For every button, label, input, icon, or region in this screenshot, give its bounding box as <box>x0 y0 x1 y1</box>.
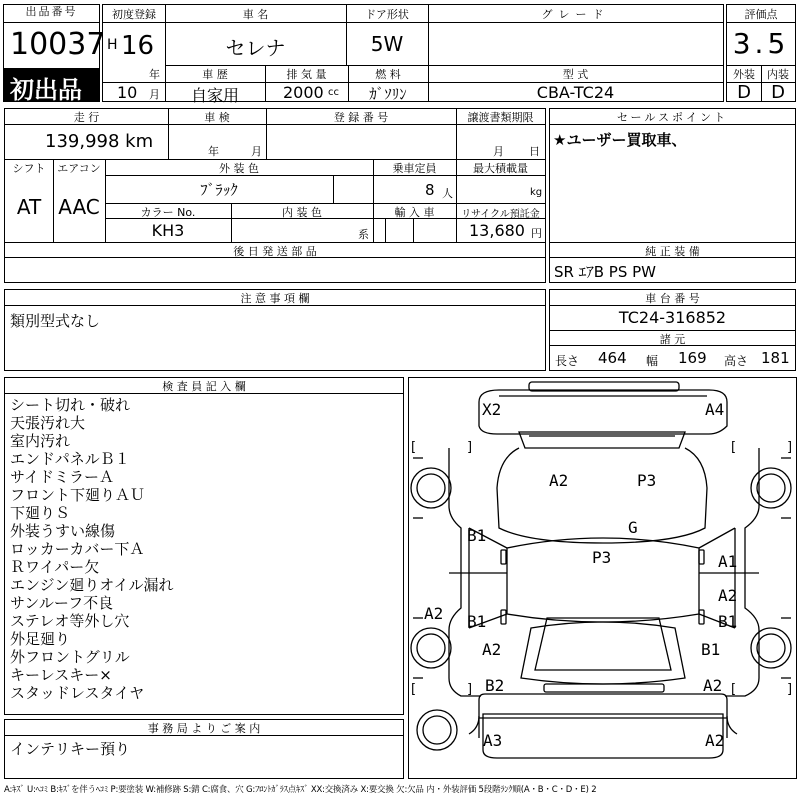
office-text: インテリキー預り <box>10 740 131 758</box>
inspector-line: ステレオ等外し穴 <box>10 612 130 630</box>
car-diagram <box>408 377 797 779</box>
transfer-label: 譲渡書類期限 <box>467 111 534 124</box>
score-box <box>726 4 796 102</box>
color: ﾌﾞﾗｯｸ <box>200 181 238 199</box>
inspection-label: 車 検 <box>204 111 230 124</box>
model: CBA-TC24 <box>536 83 615 102</box>
transfer-month: 月 <box>493 145 504 158</box>
inspector-line: 外装うすい線傷 <box>10 522 116 540</box>
mileage: 139,998 km <box>45 131 154 152</box>
door: 5W <box>370 32 404 56</box>
aircon-label: エアコン <box>57 162 101 175</box>
main-header-box <box>102 4 724 105</box>
inspector-line: 下廻りＳ <box>10 504 71 522</box>
caution-label: 注 意 事 項 欄 <box>240 292 310 305</box>
length: 464 <box>598 349 627 367</box>
inspector-lines <box>10 396 174 702</box>
load-unit: kg <box>530 187 543 198</box>
month-unit: 月 <box>149 88 160 101</box>
year-unit: 年 <box>149 68 160 81</box>
damage-code: B2 <box>485 676 505 695</box>
transfer-day: 日 <box>529 145 540 158</box>
equipment: SR ｴｱB PS PW <box>554 263 656 281</box>
import-label: 輸 入 車 <box>394 206 435 219</box>
sales-point-label: セールスポイント <box>616 111 728 124</box>
inspector-box <box>4 377 404 715</box>
load-label: 最大積載量 <box>473 162 528 175</box>
inspector-line: エンドパネルＢ１ <box>10 450 130 468</box>
interior-grade: D <box>771 82 785 103</box>
damage-code: G <box>628 518 638 537</box>
damage-code: P3 <box>592 548 612 567</box>
chassis-label: 車 台 番 号 <box>645 292 700 305</box>
bracket: [ <box>731 682 737 697</box>
damage-code: A2 <box>703 676 723 695</box>
color-label: 外 装 色 <box>219 162 259 175</box>
inspector-line: ロッカーカバー下Ａ <box>10 540 145 558</box>
displacement: 2000 <box>283 83 324 102</box>
damage-code: A1 <box>718 552 738 571</box>
equipment-label: 純 正 装 備 <box>645 245 700 258</box>
chassis: TC24-316852 <box>618 308 727 327</box>
grade-label: グレード <box>541 8 610 21</box>
later-parts-label: 後 日 発 送 部 品 <box>233 245 317 258</box>
damage-code: A2 <box>705 731 725 750</box>
car-name: セレナ <box>225 36 286 60</box>
specs-label: 諸 元 <box>659 333 686 346</box>
damage-code: A2 <box>482 640 502 659</box>
inspector-label: 検 査 員 記 入 欄 <box>162 380 246 393</box>
mileage-label: 走 行 <box>73 111 100 124</box>
car-outline-svg <box>409 378 796 778</box>
model-label: 型 式 <box>562 68 589 81</box>
displacement-label: 排 気 量 <box>286 68 327 81</box>
inspection-year: 年 <box>208 145 219 158</box>
fuel-label: 燃 料 <box>375 68 401 81</box>
reg-year: 16 <box>121 31 155 61</box>
chassis-box <box>549 289 796 371</box>
shift: AT <box>16 195 42 219</box>
color-no-label: カラー No. <box>140 206 196 219</box>
inspector-line: キーレスキー× <box>10 666 112 684</box>
damage-code: P3 <box>637 471 657 490</box>
inspector-line: 外足廻り <box>10 630 71 648</box>
length-label: 長さ <box>555 354 580 368</box>
damage-code: B1 <box>701 640 721 659</box>
inspector-line: 外フロントグリル <box>10 648 130 666</box>
bracket: [ <box>731 440 737 455</box>
first-listing-text: 初出品 <box>10 76 82 104</box>
bracket: ] <box>467 440 473 455</box>
lot-number: 10037 <box>10 27 106 62</box>
history-label: 車 歴 <box>202 68 228 81</box>
inspector-line: サンルーフ不良 <box>10 594 114 612</box>
height: 181 <box>761 349 790 367</box>
damage-code: A3 <box>483 731 503 750</box>
caution: 類別型式なし <box>10 312 101 330</box>
damage-code: A2 <box>424 604 444 623</box>
capacity-unit: 人 <box>442 187 453 200</box>
recycle-unit: 円 <box>531 227 542 240</box>
vehicle-details-box <box>4 108 546 283</box>
door-label: ドア形状 <box>365 8 409 21</box>
capacity: 8 <box>425 181 435 199</box>
damage-code: B1 <box>718 612 738 631</box>
inspector-line: Ｒワイパー欠 <box>10 558 100 576</box>
bracket: ] <box>787 682 793 697</box>
capacity-label: 乗車定員 <box>392 162 437 175</box>
inspector-line: スタッドレスタイヤ <box>10 684 145 702</box>
office-box <box>4 719 404 779</box>
exterior-grade: D <box>737 82 751 103</box>
displacement-unit: cc <box>328 87 339 98</box>
legend: A:ｷｽﾞ U:ﾍｺﾐ B:ｷｽﾞを伴うﾍｺﾐ P:要塗装 W:補修跡 S:錆 C:腐食、穴 G:ﾌﾛﾝﾄｶﾞﾗｽ点ｷｽﾞ XX:交換済み X:要交換 欠:欠品 内・外装評価 5段階ﾗﾝｸ順(A・B・C・D・E) 2 <box>4 785 597 795</box>
height-label: 高さ <box>724 354 749 368</box>
first-listing-badge <box>4 68 99 104</box>
reg-no-label: 登 録 番 号 <box>333 111 389 124</box>
damage-code: A4 <box>705 400 725 419</box>
inspector-line: エンジン廻りオイル漏れ <box>10 576 174 594</box>
shift-label: シフト <box>12 162 46 175</box>
inspector-line: フロント下廻りＡＵ <box>10 486 146 504</box>
damage-code: A2 <box>549 471 569 490</box>
interior-color-unit: 系 <box>358 228 369 241</box>
color-no: KH3 <box>151 221 185 240</box>
car-name-label: 車 名 <box>242 8 269 21</box>
sales-point-box <box>549 108 796 283</box>
reg-month: 10 <box>117 83 138 102</box>
score-label: 評価点 <box>744 8 778 21</box>
bracket: [ <box>411 682 417 697</box>
damage-code: B1 <box>467 612 487 631</box>
inspection-month: 月 <box>251 145 262 158</box>
inspector-line: 天張汚れ大 <box>10 414 86 432</box>
recycle-label: リサイクル預託金 <box>461 209 540 220</box>
history: 自家用 <box>190 86 239 105</box>
width: 169 <box>678 349 707 367</box>
aircon: AAC <box>58 195 100 219</box>
damage-code: A2 <box>718 586 738 605</box>
caution-box <box>4 289 546 371</box>
first-reg-label: 初度登録 <box>112 8 156 21</box>
score: 3.5 <box>732 27 790 60</box>
sales-point: ★ユーザー買取車、 <box>553 131 687 149</box>
damage-code: X2 <box>482 400 502 419</box>
width-label: 幅 <box>646 354 659 368</box>
bracket: ] <box>467 682 473 697</box>
inspector-line: シート切れ・破れ <box>10 396 131 414</box>
exterior-label: 外装 <box>733 68 755 81</box>
office-label: 事 務 局 よ り ご 案 内 <box>147 722 261 735</box>
lot-number-label: 出品番号 <box>4 5 99 23</box>
lot-number-box <box>3 4 106 104</box>
recycle: 13,680 <box>469 221 525 240</box>
damage-code: B1 <box>467 526 487 545</box>
bracket: [ <box>411 440 417 455</box>
bracket: ] <box>787 440 793 455</box>
interior-color-label: 内 装 色 <box>282 206 322 219</box>
inspector-line: サイドミラーＡ <box>10 468 114 486</box>
era: H <box>107 37 118 53</box>
inspector-line: 室内汚れ <box>10 432 71 450</box>
fuel: ｶﾞｿﾘﾝ <box>369 85 407 103</box>
interior-label: 内装 <box>767 68 789 81</box>
